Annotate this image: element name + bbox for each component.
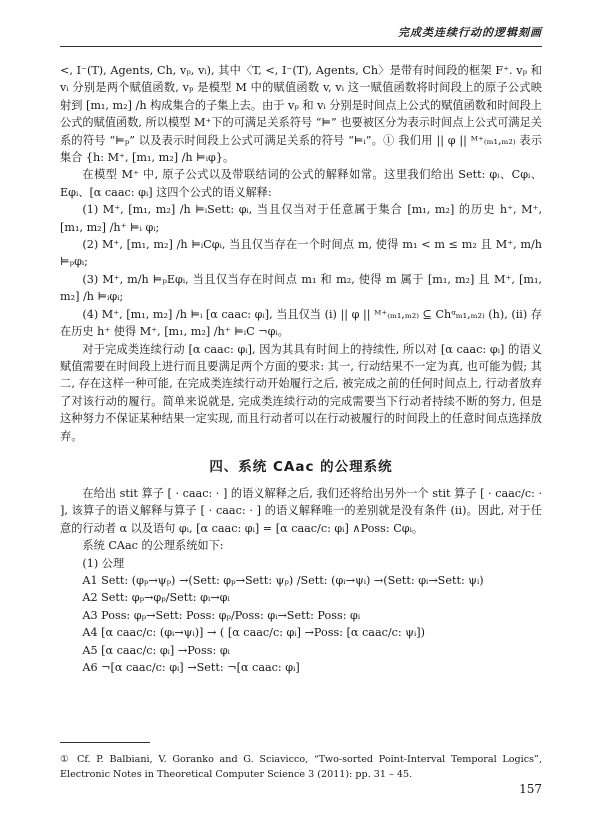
paragraph: <, I⁻(T), Agents, Ch, vₚ, vᵢ), 其中〈T, <, I⁻(T), Agents, Ch〉是带有时间段的框架 F⁺. vₚ 和 vᵢ 分别是两个赋值函数, vₚ 是模型 M 中的赋值函数 v, vᵢ 这一赋值函数将时间段上的原子公式映射到 [m₁, m₂] /h 构成集合的子集上去。由于 vₚ 和 vᵢ 分别是时间点上公式的赋值函数和时间段上公式的赋值函数, 所以模型 M⁺下的可满足关系符号 “⊨” 也要被区分为表示时间点上公式可满足关系的符号 “⊨ₚ” 以及表示时间段上公式可满足关系的符号 “⊨ᵢ”。① 我们用 || φ || ᴹ⁺₍ₘ₁,ₘ₂₎ 表示集合 {h: M⁺, [m₁, m₂] /h ⊨ᵢφ}。 bbox=[60, 64, 542, 165]
paragraph: (4) M⁺, [m₁, m₂] /h ⊨ᵢ [α caac: φᵢ], 当且仅当 (i) || φ || ᴹ⁺₍ₘ₁,ₘ₂₎ ⊆ Chᵅₘ₁,ₘ₂₎ (h), (ii) 存在历史 h⁺ 使得 M⁺, [m₁, m₂] /h⁺ ⊨ᵢC ¬φᵢ。 bbox=[60, 307, 542, 339]
paragraph: 系统 CAac 的公理系统如下: bbox=[82, 539, 224, 553]
section-heading: 四、系统 CAac 的公理系统 bbox=[209, 458, 393, 475]
footnote bbox=[60, 752, 542, 782]
paragraph: 在模型 M⁺ 中, 原子公式以及带联结词的公式的解释如常。这里我们给出 Sett: φᵢ、Cφᵢ、Eφᵢ、[α caac: φᵢ] 这四个公式的语义解释: bbox=[60, 168, 542, 199]
paragraph: 对于完成类连续行动 [α caac: φᵢ], 因为其具有时间上的持续性, 所以对 [α caac: φᵢ] 的语义赋值需要在时间段上进行而且要满足两个方面的要求: 其一, 行动结果不一定为真, 也可能为假; 其二, 存在这样一种可能, 在完成类连续行动开始履行之后, 被完成之前的任何时间点上, 行动者放弃了对该行动的履行。简单来说就是, 完成类连续行动的完成需要当下行动者持续不断的努力, 但是这种努力不保证某种结果一定实现, 而且行动者可以在行动被履行的时间段上的任意时间点选择放弃。 bbox=[60, 342, 542, 443]
footnote-divider bbox=[60, 742, 150, 743]
axiom-line: A4 [α caac/c: (φᵢ→ψᵢ)] → ( [α caac/c: φᵢ] →Poss: [α caac/c: ψᵢ]) bbox=[82, 626, 425, 640]
paragraph: 在给出 stit 算子 [ · caac: · ] 的语义解释之后, 我们还将给出另外一个 stit 算子 [ · caac/c: · ], 该算子的语义解释与算子 [ · caac: · ] 的语义解释唯一的差别就是没有条件 (ii)。因此, 对于任意的行动者 α 以及语句 φᵢ, [α caac: φᵢ] = [α caac/c: φᵢ] ∧Poss: Cφᵢ。 bbox=[60, 486, 542, 535]
running-header bbox=[60, 20, 542, 47]
paragraph: (1) 公理 bbox=[82, 556, 125, 570]
paragraph: (3) M⁺, m/h ⊨ₚEφᵢ, 当且仅当存在时间点 m₁ 和 m₂, 使得 m 属于 [m₁, m₂] 且 M⁺, [m₁, m₂] /h ⊨ᵢφᵢ; bbox=[60, 272, 542, 304]
axiom-line: A5 [α caac/c: φᵢ] →Poss: φᵢ bbox=[82, 643, 230, 657]
axiom-line: A3 Poss: φₚ→Sett: Poss: φₚ/Poss: φᵢ→Sett: Poss: φᵢ bbox=[82, 608, 361, 622]
paragraph: (1) M⁺, [m₁, m₂] /h ⊨ᵢSett: φᵢ, 当且仅当对于任意属于集合 [m₁, m₂] 的历史 h⁺, M⁺, [m₁, m₂] /h⁺ ⊨ᵢ φᵢ; bbox=[60, 203, 542, 234]
axiom-line: A1 Sett: (φₚ→ψₚ) →(Sett: φₚ→Sett: ψₚ) /Sett: (φᵢ→ψᵢ) →(Sett: φᵢ→Sett: ψᵢ) bbox=[82, 573, 484, 587]
page-number: 157 bbox=[519, 782, 542, 796]
page-body bbox=[60, 62, 542, 676]
axiom-line: A6 ¬[α caac/c: φᵢ] →Sett: ¬[α caac: φᵢ] bbox=[82, 661, 300, 674]
running-title: 完成类连续行动的逻辑刻画 bbox=[398, 26, 542, 39]
axiom-list bbox=[60, 572, 542, 676]
axiom-line: A2 Sett: φₚ→φₚ/Sett: φᵢ→φᵢ bbox=[82, 591, 230, 605]
paragraph: (2) M⁺, [m₁, m₂] /h ⊨ᵢCφᵢ, 当且仅当存在一个时间点 m, 使得 m₁ < m ≤ m₂ 且 M⁺, m/h ⊨ₚφᵢ; bbox=[60, 238, 542, 269]
footnote-text: ① Cf. P. Balbiani, V. Goranko and G. Sciavicco, “Two-sorted Point-Interval Temporal Logics”, Electronic Notes in Theoretical Computer Science 3 (2011): pp. 31 – 45. bbox=[60, 754, 542, 780]
